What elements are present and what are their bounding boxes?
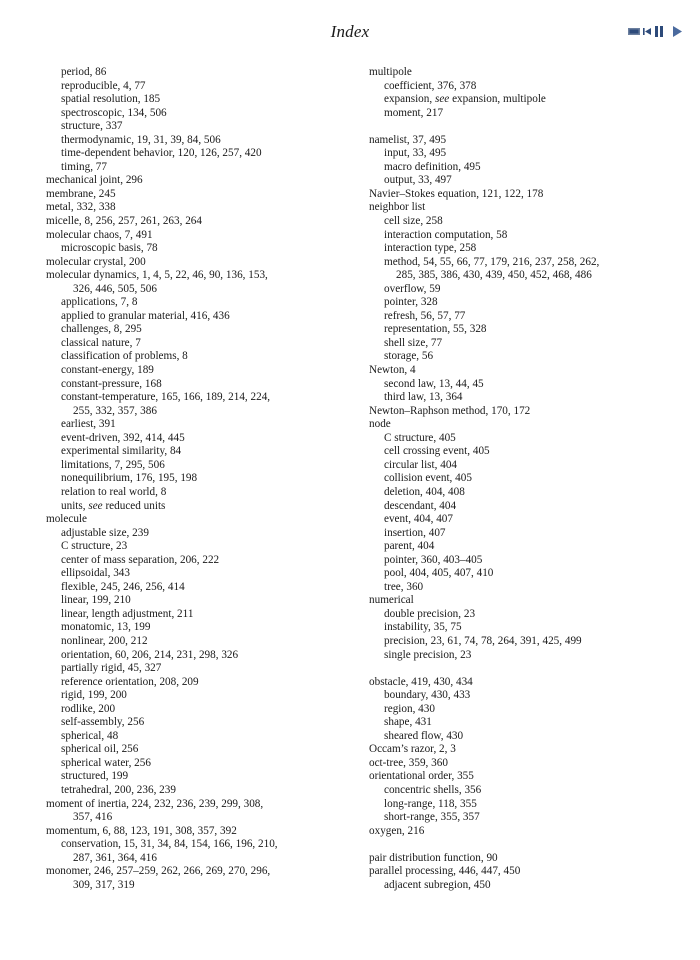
see-reference: see [434, 93, 450, 106]
index-subentry: shell size, 77 [384, 336, 443, 349]
grid-menu-icon[interactable] [628, 24, 640, 38]
index-entry-main: namelist, 37, 495 [369, 133, 447, 146]
entry-text: reduced units [102, 499, 166, 512]
index-subentry: moment, 217 [384, 106, 444, 119]
entry-text: expansion, [384, 93, 435, 106]
index-subentry: concentric shells, 356 [384, 783, 482, 796]
index-subentry-continuation: 285, 385, 386, 430, 439, 450, 452, 468, 486 [396, 269, 592, 282]
index-subentry: linear, length adjustment, 211 [61, 607, 194, 620]
index-entry-main: molecular chaos, 7, 491 [46, 228, 153, 241]
index-subentry: pool, 404, 405, 407, 410 [384, 567, 494, 580]
index-subentry: linear, 199, 210 [61, 594, 131, 607]
index-subentry: overflow, 59 [384, 282, 441, 295]
index-subentry: input, 33, 495 [384, 147, 447, 160]
index-entry-main: metal, 332, 338 [46, 201, 116, 214]
index-subentry: period, 86 [61, 66, 107, 78]
index-subentry: macro definition, 495 [384, 160, 481, 173]
index-subentry: ellipsoidal, 343 [61, 567, 130, 580]
index-entry-main: molecular dynamics, 1, 4, 5, 22, 46, 90, 136, 153, [46, 269, 268, 282]
index-subentry: second law, 13, 44, 45 [384, 377, 484, 390]
index-column-right [369, 66, 669, 892]
index-subentry: orientation, 60, 206, 214, 231, 298, 326 [61, 648, 239, 661]
index-subentry: deletion, 404, 408 [384, 485, 465, 498]
index-subentry: constant-energy, 189 [61, 364, 154, 377]
index-subentry: spherical, 48 [61, 729, 119, 742]
index-subentry: C structure, 23 [61, 540, 128, 553]
index-subentry: self-assembly, 256 [61, 716, 145, 729]
see-reference: see [88, 499, 103, 512]
index-subentry: thermodynamic, 19, 31, 39, 84, 506 [61, 133, 221, 146]
index-entry-main: molecular crystal, 200 [46, 255, 146, 268]
index-entry-continuation: 357, 416 [73, 811, 113, 824]
index-subentry [46, 500, 336, 514]
index-subentry: single precision, 23 [384, 648, 472, 661]
index-subentry: time-dependent behavior, 120, 126, 257, 420 [61, 147, 262, 160]
index-entry-continuation: 326, 446, 505, 506 [73, 282, 157, 295]
index-subentry: earliest, 391 [61, 418, 116, 431]
index-subentry: reference orientation, 208, 209 [61, 675, 199, 688]
index-subentry [369, 93, 669, 107]
index-subentry: spherical water, 256 [61, 756, 151, 769]
index-entry-main: Newton, 4 [369, 364, 416, 377]
index-subentry: cell crossing event, 405 [384, 445, 490, 458]
index-subentry: pointer, 360, 403–405 [384, 553, 483, 566]
index-subentry: region, 430 [384, 702, 435, 715]
index-subentry: descendant, 404 [384, 499, 457, 512]
index-subentry: structured, 199 [61, 770, 129, 783]
index-subentry: tetrahedral, 200, 236, 239 [61, 783, 176, 796]
index-subentry: limitations, 7, 295, 506 [61, 458, 165, 471]
index-entry-main: orientational order, 355 [369, 770, 474, 783]
index-subentry: classical nature, 7 [61, 336, 141, 349]
index-subentry: representation, 55, 328 [384, 323, 487, 336]
pause-icon[interactable] [654, 24, 664, 38]
index-subentry: applications, 7, 8 [61, 296, 138, 309]
page-title: Index [330, 22, 370, 41]
index-subentry: sheared flow, 430 [384, 729, 464, 742]
index-subentry-continuation: 255, 332, 357, 386 [73, 404, 157, 417]
index-entry-main: membrane, 245 [46, 187, 116, 200]
index-subentry: precision, 23, 61, 74, 78, 264, 391, 425, 499 [384, 634, 582, 647]
index-entry-main: mechanical joint, 296 [46, 174, 143, 187]
entry-text: expansion, multipole [449, 93, 546, 106]
index-subentry: output, 33, 497 [384, 174, 452, 187]
index-subentry: spatial resolution, 185 [61, 93, 161, 106]
index-entry-main: numerical [369, 594, 414, 607]
index-subentry: timing, 77 [61, 160, 107, 173]
index-subentry: short-range, 355, 357 [384, 811, 480, 824]
index-subentry: pointer, 328 [384, 296, 438, 309]
index-subentry: long-range, 118, 355 [384, 797, 477, 810]
index-spacer [369, 120, 669, 134]
index-subentry: circular list, 404 [384, 458, 458, 471]
index-subentry: parent, 404 [384, 540, 435, 553]
index-subentry: adjacent subregion, 450 [384, 878, 491, 891]
index-subentry: shape, 431 [384, 716, 432, 729]
entry-text: units, [61, 499, 89, 512]
index-subentry: applied to granular material, 416, 436 [61, 309, 230, 322]
index-entry-main: node [369, 418, 391, 431]
index-subentry: tree, 360 [384, 580, 424, 593]
index-subentry: experimental similarity, 84 [61, 445, 182, 458]
index-subentry: nonequilibrium, 176, 195, 198 [61, 472, 198, 485]
index-subentry: refresh, 56, 57, 77 [384, 309, 466, 322]
index-subentry: conservation, 15, 31, 34, 84, 154, 166, 196, 210, [61, 838, 278, 851]
index-subentry: spherical oil, 256 [61, 743, 139, 756]
index-subentry: microscopic basis, 78 [61, 242, 158, 255]
page-header [0, 0, 700, 64]
index-entry-main: micelle, 8, 256, 257, 261, 263, 264 [46, 215, 202, 228]
index-subentry: storage, 56 [384, 350, 434, 363]
index-entry-main: oct-tree, 359, 360 [369, 756, 448, 769]
index-entry-main: Occam’s razor, 2, 3 [369, 743, 456, 756]
index-subentry: event, 404, 407 [384, 513, 453, 526]
index-subentry: constant-pressure, 168 [61, 377, 162, 390]
index-subentry: structure, 337 [61, 120, 123, 133]
index-column-left [46, 66, 336, 892]
index-entry-main: multipole [369, 66, 412, 78]
index-subentry: event-driven, 392, 414, 445 [61, 431, 185, 444]
index-subentry: rigid, 199, 200 [61, 689, 127, 702]
index-subentry: rodlike, 200 [61, 702, 116, 715]
index-subentry: boundary, 430, 433 [384, 689, 471, 702]
index-entry-main: oxygen, 216 [369, 824, 425, 837]
index-subentry: partially rigid, 45, 327 [61, 662, 162, 675]
index-entry-main: monomer, 246, 257–259, 262, 266, 269, 270, 296, [46, 865, 271, 878]
index-entry-continuation: 309, 317, 319 [73, 878, 135, 891]
index-entry-main: pair distribution function, 90 [369, 851, 498, 864]
index-subentry: spectroscopic, 134, 506 [61, 106, 167, 119]
first-page-icon[interactable] [643, 24, 651, 38]
index-subentry: third law, 13, 364 [384, 391, 463, 404]
index-spacer [369, 662, 669, 676]
index-entry-main: molecule [46, 513, 88, 526]
index-subentry: reproducible, 4, 77 [61, 79, 146, 92]
index-entry-main: momentum, 6, 88, 123, 191, 308, 357, 392 [46, 824, 237, 837]
index-subentry: classification of problems, 8 [61, 350, 188, 363]
next-page-icon[interactable] [673, 24, 682, 38]
index-subentry: constant-temperature, 165, 166, 189, 214, 224, [61, 391, 271, 404]
index-subentry: monatomic, 13, 199 [61, 621, 151, 634]
index-subentry: method, 54, 55, 66, 77, 179, 216, 237, 258, 262, [384, 255, 600, 268]
index-entry-main: Newton–Raphson method, 170, 172 [369, 404, 531, 417]
viewer-nav-controls [628, 24, 682, 38]
index-subentry: insertion, 407 [384, 526, 446, 539]
index-subentry: collision event, 405 [384, 472, 472, 485]
index-spacer [369, 838, 669, 852]
index-entry-main: moment of inertia, 224, 232, 236, 239, 299, 308, [46, 797, 264, 810]
index-subentry: double precision, 23 [384, 607, 476, 620]
index-entry-main: obstacle, 419, 430, 434 [369, 675, 473, 688]
index-subentry: nonlinear, 200, 212 [61, 634, 148, 647]
index-entry-main: parallel processing, 446, 447, 450 [369, 865, 521, 878]
index-subentry: C structure, 405 [384, 431, 456, 444]
index-subentry: interaction type, 258 [384, 242, 477, 255]
index-entry-main: Navier–Stokes equation, 121, 122, 178 [369, 187, 544, 200]
index-subentry: instability, 35, 75 [384, 621, 462, 634]
index-subentry: relation to real world, 8 [61, 485, 167, 498]
index-subentry: cell size, 258 [384, 215, 443, 228]
index-subentry: coefficient, 376, 378 [384, 79, 477, 92]
index-subentry: flexible, 245, 246, 256, 414 [61, 580, 185, 593]
index-subentry: center of mass separation, 206, 222 [61, 553, 220, 566]
index-subentry: challenges, 8, 295 [61, 323, 142, 336]
index-subentry: interaction computation, 58 [384, 228, 508, 241]
index-entry-main: neighbor list [369, 201, 426, 214]
index-subentry-continuation: 287, 361, 364, 416 [73, 851, 157, 864]
index-subentry: adjustable size, 239 [61, 526, 149, 539]
